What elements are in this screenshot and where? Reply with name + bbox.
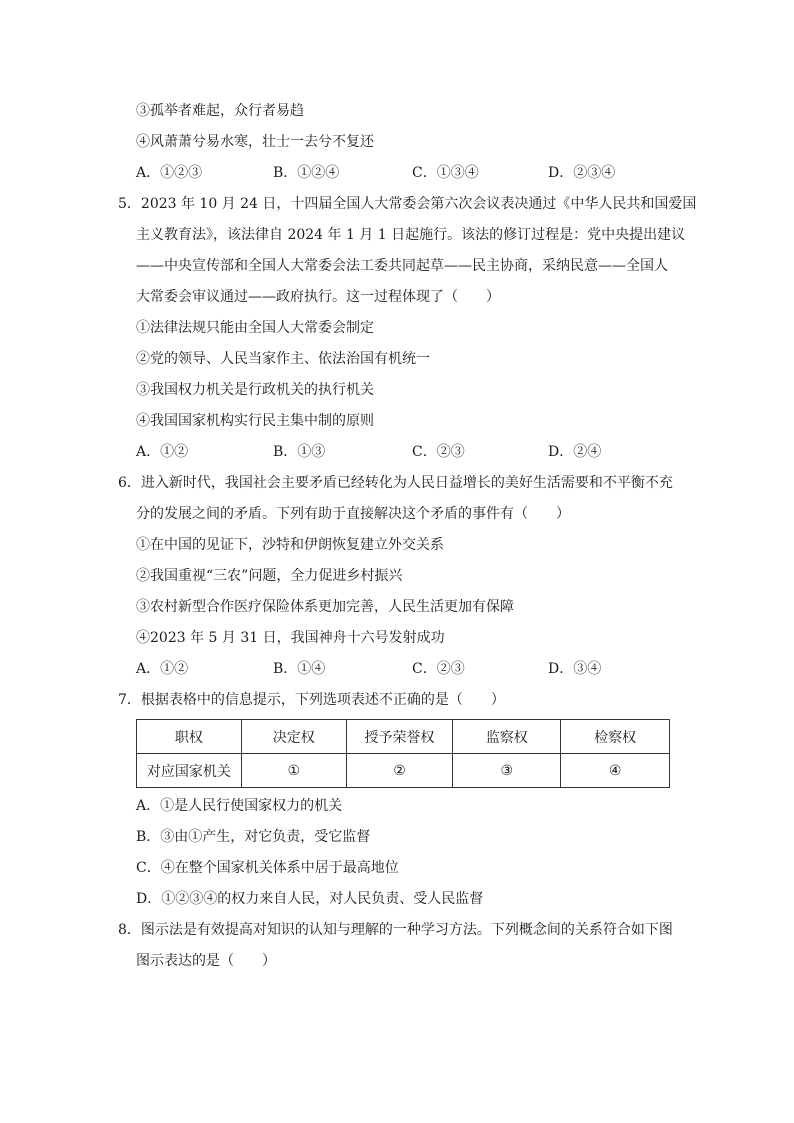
- q5-choice-d: D．②④: [548, 444, 602, 460]
- document-content: [118, 96, 697, 977]
- q8-stem-line-1: 8．图示法是有效提高对知识的认知与理解的一种学习方法。下列概念间的关系符合如下图: [118, 922, 673, 938]
- q5-option-3: ③我国权力机关是行政机关的执行机关: [136, 382, 374, 398]
- q5-stem-line-4: 大常委会审议通过——政府执行。这一过程体现了（ ）: [136, 289, 500, 305]
- q5-option-4: ④我国国家机构实行民主集中制的原则: [136, 413, 374, 429]
- table-header-row: [137, 720, 670, 754]
- q5-choice-a: A．①②: [136, 444, 189, 460]
- q5-stem-line-1: 5．2023 年 10 月 24 日，十四届全国人大常委会第六次会议表决通过《中华人民共和国爱国: [118, 196, 697, 212]
- q7-info-table: [136, 719, 670, 788]
- q6-option-4: ④2023 年 5 月 31 日，我国神舟十六号发射成功: [136, 630, 445, 646]
- q4-option-3: ③孤举者难起，众行者易趋: [136, 103, 304, 119]
- q7-option-b: B．③由①产生，对它负责，受它监督: [136, 829, 371, 845]
- table-header-cell: 检察权: [561, 720, 670, 754]
- table-cell: ④: [561, 754, 670, 788]
- q4-option-4: ④风萧萧兮易水寒，壮士一去兮不复还: [136, 134, 374, 150]
- q5-choices: [118, 437, 678, 468]
- q5-choice-b: B．①③: [273, 444, 326, 460]
- q5-option-1: ①法律法规只能由全国人大常委会制定: [136, 320, 374, 336]
- q5-stem-line-2: 主义教育法》，该法律自 2024 年 1 月 1 日起施行。该法的修订过程是：党中央提出建议: [136, 227, 686, 243]
- q7-stem: 7．根据表格中的信息提示，下列选项表述不正确的是（ ）: [118, 692, 505, 708]
- q6-choice-d: D．③④: [548, 661, 602, 677]
- q4-choices: [118, 158, 678, 189]
- table-cell: ②: [346, 754, 453, 788]
- q6-stem-line-2: 分的发展之间的矛盾。下列有助于直接解决这个矛盾的事件有（ ）: [136, 506, 570, 522]
- table-header-cell: 授予荣誉权: [346, 720, 453, 754]
- table-header-cell: 决定权: [241, 720, 346, 754]
- q6-option-2: ②我国重视“三农”问题，全力促进乡村振兴: [136, 568, 403, 584]
- table-header-cell: 监察权: [453, 720, 561, 754]
- q5-choice-c: C．②③: [412, 444, 465, 460]
- q6-stem-line-1: 6．进入新时代，我国社会主要矛盾已经转化为人民日益增长的美好生活需要和不平衡不充: [118, 475, 673, 491]
- table-cell: 对应国家机关: [137, 754, 242, 788]
- q6-choice-b: B．①④: [273, 661, 326, 677]
- q6-choice-c: C．②③: [412, 661, 465, 677]
- q6-choices: [118, 654, 678, 685]
- q4-choice-a: A．①②③: [136, 165, 203, 181]
- q4-choice-b: B．①②④: [273, 165, 340, 181]
- q5-option-2: ②党的领导、人民当家作主、依法治国有机统一: [136, 351, 430, 367]
- q5-stem-line-3: ——中央宣传部和全国人大常委会法工委共同起草——民主协商，采纳民意——全国人: [136, 258, 668, 274]
- table-header-cell: 职权: [137, 720, 242, 754]
- q7-option-d: D．①②③④的权力来自人民，对人民负责、受人民监督: [136, 891, 484, 907]
- table-row: [137, 754, 670, 788]
- table-cell: ③: [453, 754, 561, 788]
- q6-option-3: ③农村新型合作医疗保险体系更加完善，人民生活更加有保障: [136, 599, 514, 615]
- q7-option-c: C．④在整个国家机关体系中居于最高地位: [136, 860, 399, 876]
- q4-choice-d: D．②③④: [548, 165, 616, 181]
- q6-option-1: ①在中国的见证下，沙特和伊朗恢复建立外交关系: [136, 537, 444, 553]
- q6-choice-a: A．①②: [136, 661, 189, 677]
- q7-option-a: A．①是人民行使国家权力的机关: [136, 798, 343, 814]
- table-cell: ①: [241, 754, 346, 788]
- q8-stem-line-2: 图示表达的是（ ）: [136, 953, 276, 969]
- q4-choice-c: C．①③④: [412, 165, 479, 181]
